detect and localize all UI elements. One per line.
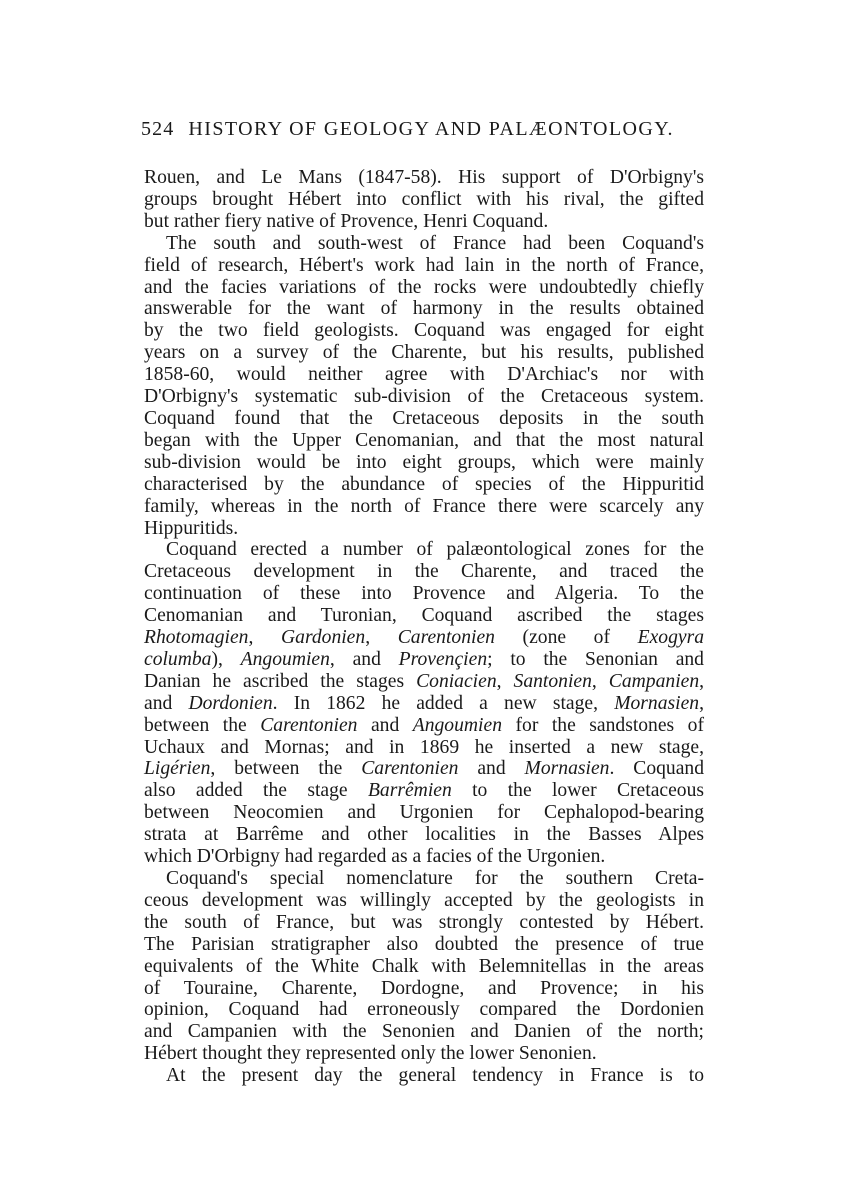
text-line: columba), Angoumien, and Provençien; to the Senonian and (144, 648, 704, 670)
paragraph (144, 539, 704, 868)
text-line: 1858-60, would neither agree with D'Archiac's nor with (144, 364, 704, 386)
body-text (144, 167, 704, 1087)
text-line: continuation of these into Provence and Algeria. To the (144, 583, 704, 605)
text-line: answerable for the want of harmony in the results obtained (144, 298, 704, 320)
text-line: but rather fiery native of Provence, Henri Coquand. (144, 210, 549, 232)
text-line: Coquand erected a number of palæontological zones for the (166, 539, 704, 561)
running-title: HISTORY OF GEOLOGY AND PALÆONTOLOGY. (188, 118, 674, 140)
text-line: field of research, Hébert's work had lain in the north of France, (144, 254, 704, 276)
text-line: and Dordonien. In 1862 he added a new stage, Mornasien, (144, 692, 704, 714)
running-header (141, 118, 704, 141)
text-line: between Neocomien and Urgonien for Cephalopod-bearing (144, 802, 704, 824)
text-line: also added the stage Barrêmien to the lower Cretaceous (144, 780, 704, 802)
text-line: Rhotomagien, Gardonien, Carentonien (zone of Exogyra (144, 627, 705, 649)
text-line: groups brought Hébert into conflict with his rival, the gifted (144, 188, 704, 210)
text-line: Cenomanian and Turonian, Coquand ascribed the stages (144, 605, 704, 627)
text-line: The Parisian stratigrapher also doubted the presence of true (144, 933, 704, 955)
text-line: The south and south-west of France had been Coquand's (166, 232, 704, 254)
text-line: the south of France, but was strongly contested by Hébert. (144, 911, 704, 933)
text-line: Hébert thought they represented only the lower Senonien. (144, 1043, 597, 1065)
page-number: 524 (141, 118, 175, 140)
text-line: Ligérien, between the Carentonien and Mornasien. Coquand (144, 758, 704, 780)
text-line: At the present day the general tendency in France is to (166, 1065, 704, 1087)
text-line: ceous development was willingly accepted by the geologists in (144, 889, 704, 911)
text-line: and the facies variations of the rocks were undoubtedly chiefly (144, 276, 704, 298)
paragraph (144, 868, 704, 1065)
text-line: characterised by the abundance of species of the Hippuritid (144, 473, 704, 495)
text-line: years on a survey of the Charente, but his results, published (144, 342, 704, 364)
text-line: between the Carentonien and Angoumien for the sandstones of (144, 714, 704, 736)
text-line: sub-division would be into eight groups, which were mainly (144, 451, 704, 473)
text-line: Coquand found that the Cretaceous deposits in the south (144, 407, 704, 429)
text-line: Hippuritids. (144, 517, 239, 539)
paragraph (144, 1065, 704, 1087)
text-line: of Touraine, Charente, Dordogne, and Provence; in his (144, 977, 704, 999)
text-line: Coquand's special nomenclature for the southern Creta- (166, 868, 704, 889)
text-line: opinion, Coquand had erroneously compared the Dordonien (144, 999, 704, 1021)
paragraph (144, 167, 704, 233)
text-line: which D'Orbigny had regarded as a facies of the Urgonien. (144, 846, 606, 868)
text-line: Rouen, and Le Mans (1847-58). His support of D'Orbigny's (144, 167, 704, 188)
paragraph (144, 233, 704, 540)
text-line: Danian he ascribed the stages Coniacien, Santonien, Campanien, (144, 670, 705, 692)
text-line: equivalents of the White Chalk with Belemnitellas in the areas (144, 955, 704, 977)
text-line: Cretaceous development in the Charente, and traced the (144, 561, 704, 583)
text-line: family, whereas in the north of France there were scarcely any (144, 495, 704, 517)
text-line: began with the Upper Cenomanian, and that the most natural (144, 429, 704, 451)
text-line: by the two field geologists. Coquand was engaged for eight (144, 320, 704, 342)
text-line: and Campanien with the Senonien and Danien of the north; (144, 1021, 704, 1043)
text-line: D'Orbigny's systematic sub-division of the Cretaceous system. (144, 386, 704, 408)
book-page (141, 118, 705, 1087)
text-line: strata at Barrême and other localities in the Basses Alpes (144, 824, 704, 846)
text-line: Uchaux and Mornas; and in 1869 he inserted a new stage, (144, 736, 704, 758)
